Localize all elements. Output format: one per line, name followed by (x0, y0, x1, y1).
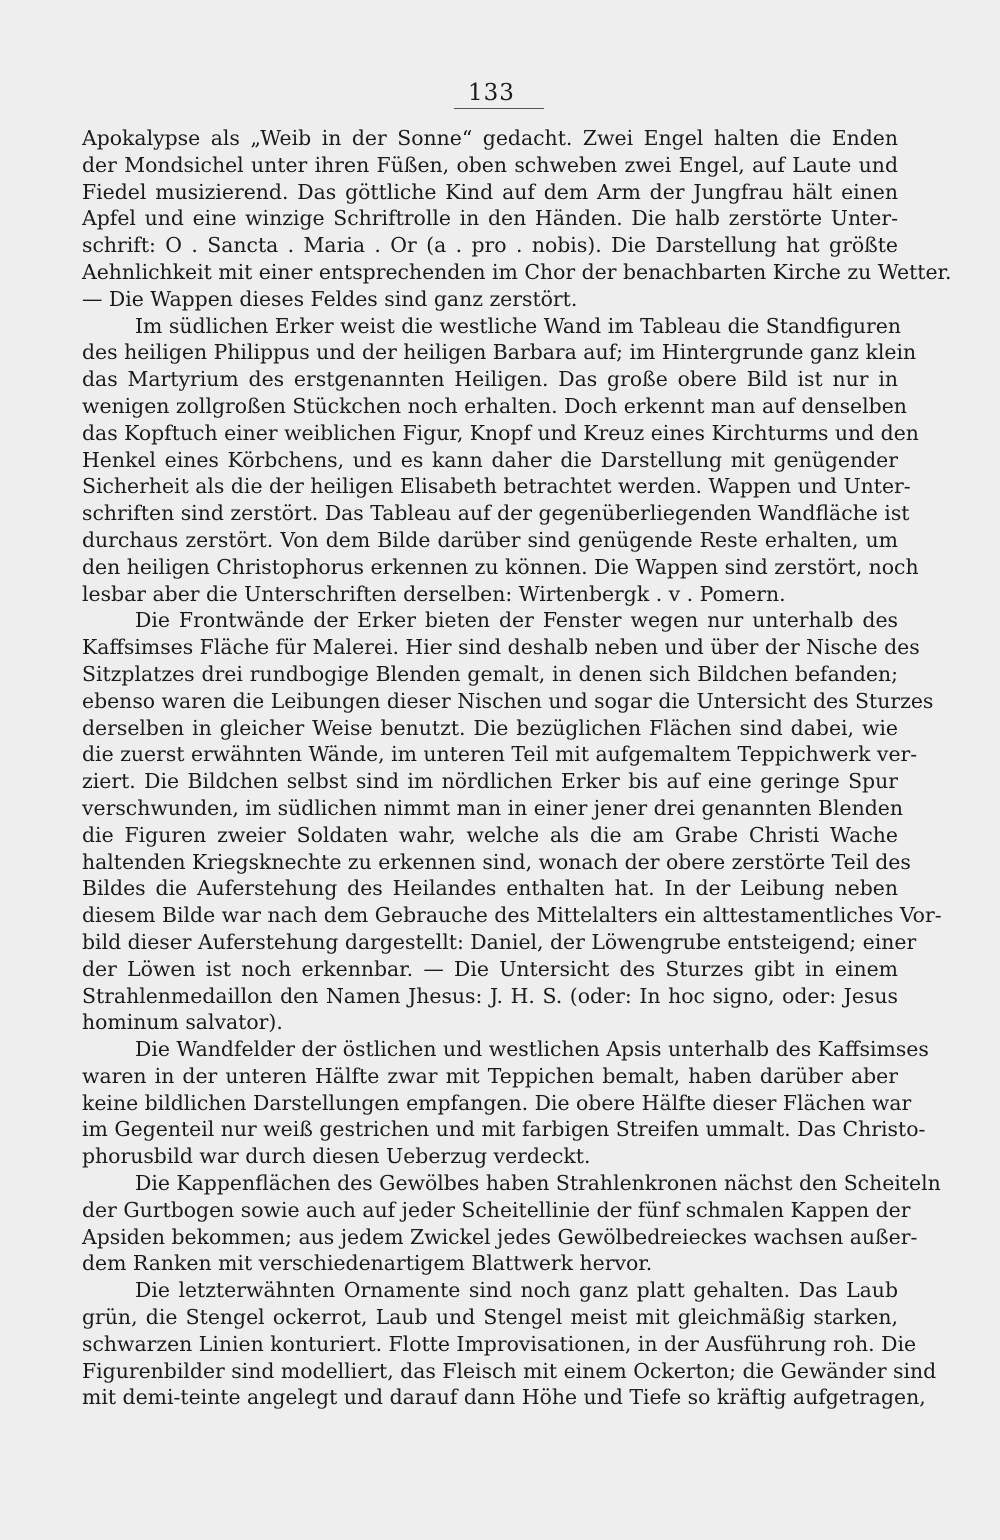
text-line: der Löwen ist noch erkennbar. — Die Untersicht des Sturzes gibt in einem (82, 956, 898, 981)
text-line: Aehnlichkeit mit einer entsprechenden im Chor der benachbarten Kirche zu Wetter. (82, 259, 952, 284)
page-number: 133 (468, 80, 515, 106)
paragraph (82, 607, 942, 1036)
text-line: der Gurtbogen sowie auch auf jeder Scheitellinie der fünf schmalen Kappen der (82, 1197, 911, 1222)
paragraph (82, 313, 919, 608)
text-line: Im südlichen Erker weist die westliche Wand im Tableau die Standfiguren (135, 313, 902, 338)
text-line: hominum salvator). (82, 1010, 283, 1035)
text-line: schriften sind zerstört. Das Tableau auf der gegenüberliegenden Wandfläche ist (82, 501, 910, 526)
text-line: keine bildlichen Darstellungen empfangen. Die obere Hälfte dieser Flächen war (82, 1090, 912, 1115)
text-line: Apfel und eine winzige Schriftrolle in den Händen. Die halb zerstörte Unter- (82, 206, 898, 231)
text-line: waren in der unteren Hälfte zwar mit Teppichen bemalt, haben darüber aber (82, 1063, 898, 1088)
body-text (82, 125, 952, 1411)
text-line: des heiligen Philippus und der heiligen Barbara auf; im Hintergrunde ganz klein (82, 340, 917, 365)
text-line: Strahlenmedaillon den Namen Jhesus: J. H. S. (oder: In hoc signo, oder: Jesus (82, 983, 898, 1008)
text-line: wenigen zollgroßen Stückchen noch erhalten. Doch erkennt man auf denselben (82, 393, 907, 418)
text-line: mit demi-teinte angelegt und darauf dann Höhe und Tiefe so kräftig aufgetragen, (82, 1385, 926, 1410)
text-line: das Martyrium des erstgenannten Heiligen. Das große obere Bild ist nur in (82, 367, 898, 392)
text-line: Kaffsimses Fläche für Malerei. Hier sind deshalb neben und über der Nische des (82, 635, 920, 660)
paragraph (82, 1170, 941, 1277)
text-line: bild dieser Auferstehung dargestellt: Daniel, der Löwengrube entsteigend; einer (82, 929, 917, 954)
text-line: die Figuren zweier Soldaten wahr, welche als die am Grabe Christi Wache (82, 822, 898, 847)
text-line: Die Frontwände der Erker bieten der Fenster wegen nur unterhalb des (135, 608, 898, 633)
text-line: dem Ranken mit verschiedenartigem Blattwerk hervor. (82, 1251, 653, 1276)
text-line: lesbar aber die Unterschriften derselben: Wirtenbergk . v . Pomern. (82, 581, 786, 606)
text-line: — Die Wappen dieses Feldes sind ganz zerstört. (82, 286, 578, 311)
text-line: der Mondsichel unter ihren Füßen, oben schweben zwei Engel, auf Laute und (82, 152, 898, 177)
paragraph (82, 125, 952, 313)
text-line: Die Wandfelder der östlichen und westlichen Apsis unterhalb des Kaffsimses (135, 1037, 929, 1062)
text-line: im Gegenteil nur weiß gestrichen und mit farbigen Streifen ummalt. Das Christo- (82, 1117, 926, 1142)
text-line: schwarzen Linien konturiert. Flotte Improvisationen, in der Ausführung roh. Die (82, 1331, 917, 1356)
text-line: schrift: O . Sancta . Maria . Or (a . pro . nobis). Die Darstellung hat größte (82, 233, 898, 258)
text-line: durchaus zerstört. Von dem Bilde darüber sind genügende Reste erhalten, um (82, 527, 898, 552)
text-line: Fiedel musizierend. Das göttliche Kind auf dem Arm der Jungfrau hält einen (82, 179, 898, 204)
text-line: derselben in gleicher Weise benutzt. Die bezüglichen Flächen sind dabei, wie (82, 715, 898, 740)
text-line: das Kopftuch einer weiblichen Figur, Knopf und Kreuz eines Kirchturms und den (82, 420, 919, 445)
text-line: haltenden Kriegsknechte zu erkennen sind, wonach der obere zerstörte Teil des (82, 849, 911, 874)
text-line: Apsiden bekommen; aus jedem Zwickel jedes Gewölbedreieckes wachsen außer- (82, 1224, 918, 1249)
text-line: grün, die Stengel ockerrot, Laub und Stengel meist mit gleichmäßig starken, (82, 1305, 898, 1330)
text-line: verschwunden, im südlichen nimmt man in einer jener drei genannten Blenden (82, 795, 904, 820)
text-line: ebenso waren die Leibungen dieser Nischen und sogar die Untersicht des Sturzes (82, 688, 934, 713)
text-line: phorusbild war durch diesen Ueberzug verdeckt. (82, 1144, 591, 1169)
text-line: Sicherheit als die der heiligen Elisabeth betrachtet werden. Wappen und Unter- (82, 474, 911, 499)
text-line: die zuerst erwähnten Wände, im unteren Teil mit aufgemaltem Teppichwerk ver- (82, 742, 918, 767)
text-line: Die Kappenflächen des Gewölbes haben Strahlenkronen nächst den Scheiteln (135, 1171, 941, 1196)
text-line: ziert. Die Bildchen selbst sind im nördlichen Erker bis auf eine geringe Spur (82, 769, 898, 794)
text-line: diesem Bilde war nach dem Gebrauche des Mittelalters ein alttestamentliches Vor- (82, 903, 942, 928)
header-rule (454, 108, 544, 109)
text-line: Figurenbilder sind modelliert, das Fleisch mit einem Ockerton; die Gewänder sind (82, 1358, 937, 1383)
paragraph (82, 1277, 937, 1411)
text-line: Bildes die Auferstehung des Heilandes enthalten hat. In der Leibung neben (82, 876, 898, 901)
text-line: Sitzplatzes drei rundbogige Blenden gemalt, in denen sich Bildchen befanden; (82, 661, 898, 686)
text-line: den heiligen Christophorus erkennen zu können. Die Wappen sind zerstört, noch (82, 554, 919, 579)
text-line: Die letzterwähnten Ornamente sind noch ganz platt gehalten. Das Laub (135, 1278, 898, 1303)
text-line: Henkel eines Körbchens, und es kann daher die Darstellung mit genügender (82, 447, 898, 472)
paragraph (82, 1036, 929, 1170)
text-line: Apokalypse als „Weib in der Sonne“ gedacht. Zwei Engel halten die Enden (82, 126, 898, 150)
